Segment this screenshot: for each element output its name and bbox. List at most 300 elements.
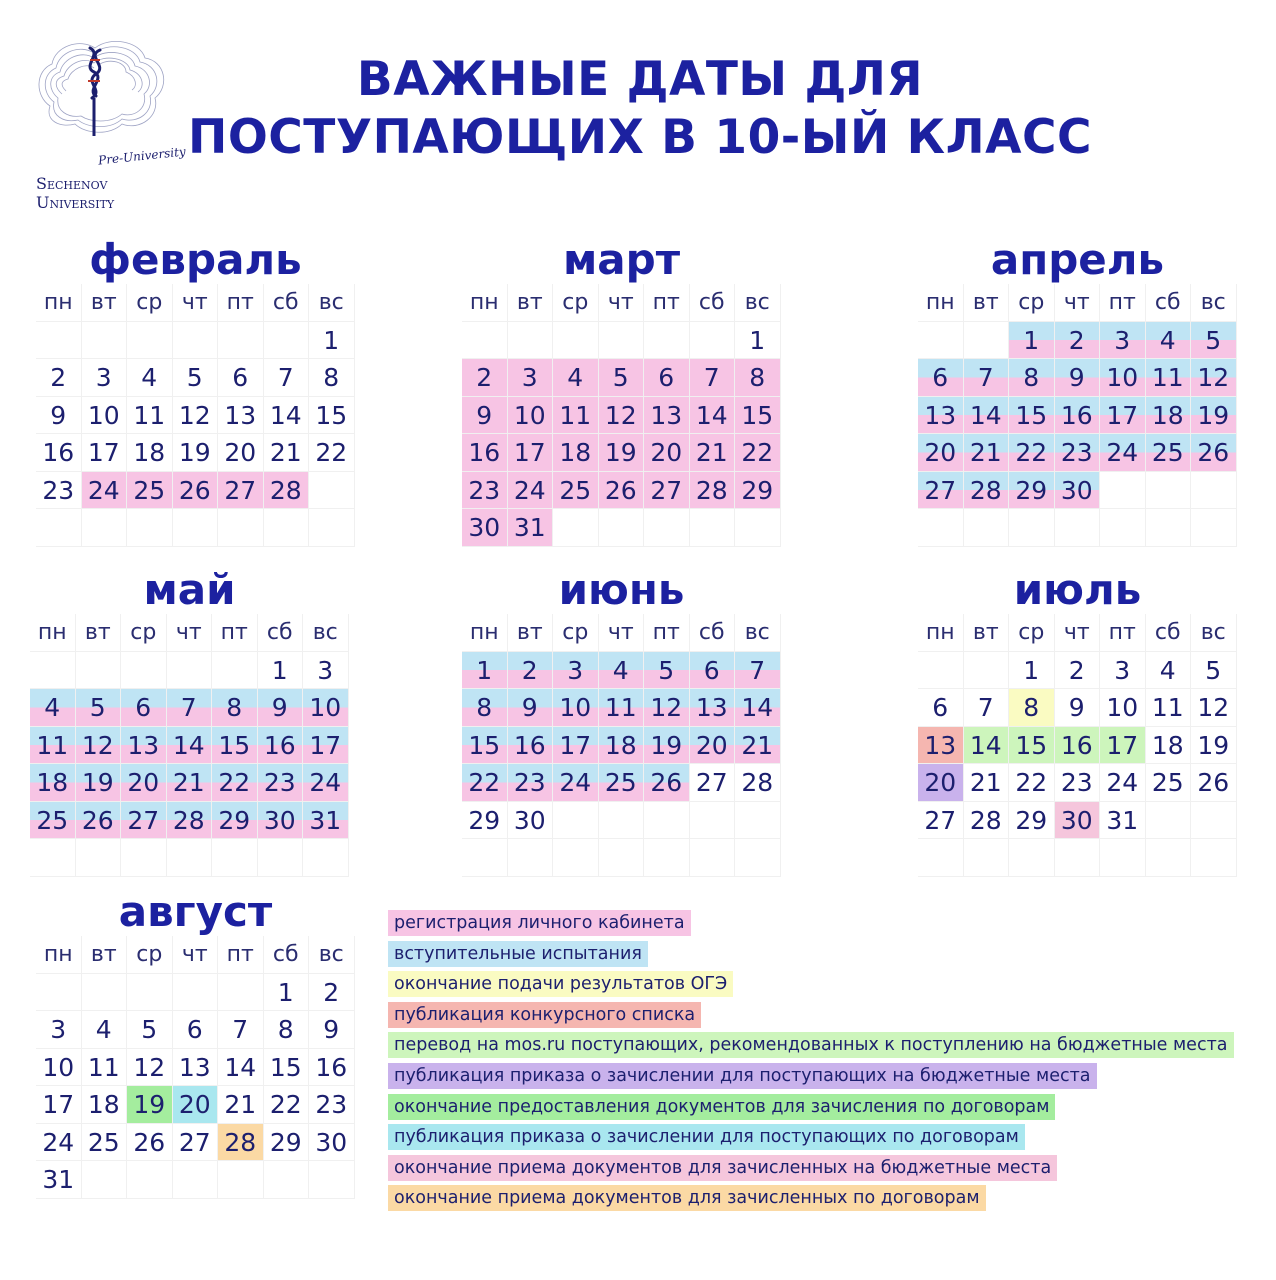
- weekday-header: ср: [1009, 614, 1055, 652]
- weekday-header: пн: [462, 614, 508, 652]
- day-cell: 3: [553, 652, 599, 690]
- day-cell: 25: [1146, 434, 1192, 472]
- day-cell: 10: [1100, 359, 1146, 397]
- day-cell: 9: [309, 1011, 355, 1049]
- weekday-header: сб: [258, 614, 304, 652]
- day-cell: 24: [508, 472, 554, 510]
- day-cell: 20: [218, 434, 264, 472]
- month-name: июнь: [558, 565, 685, 614]
- empty-cell: [462, 839, 508, 877]
- calendar-grid: [918, 614, 1237, 877]
- day-cell: 22: [1009, 764, 1055, 802]
- weekday-header: пт: [218, 936, 264, 974]
- weekday-header: сб: [690, 284, 736, 322]
- day-cell: 19: [1191, 727, 1237, 765]
- empty-cell: [1146, 472, 1192, 510]
- day-cell: 13: [644, 397, 690, 435]
- empty-cell: [82, 1161, 128, 1199]
- day-cell: 25: [30, 802, 76, 840]
- month-august: [36, 888, 355, 1203]
- day-cell: 17: [82, 434, 128, 472]
- empty-cell: [918, 322, 964, 360]
- day-cell: 8: [1009, 689, 1055, 727]
- day-cell: 16: [462, 434, 508, 472]
- weekday-header: пн: [36, 284, 82, 322]
- empty-cell: [599, 839, 645, 877]
- day-cell: 26: [644, 764, 690, 802]
- empty-cell: [264, 322, 310, 360]
- day-cell: 31: [508, 509, 554, 547]
- weekday-header: вт: [964, 614, 1010, 652]
- empty-cell: [167, 839, 213, 877]
- month-march: [462, 236, 781, 551]
- empty-cell: [76, 652, 122, 690]
- empty-cell: [735, 802, 781, 840]
- day-cell: 12: [1191, 689, 1237, 727]
- legend-item: перевод на mos.ru поступающих, рекомендованных к поступлению на бюджетные места: [388, 1032, 1234, 1058]
- day-cell: 16: [508, 727, 554, 765]
- day-cell: 23: [508, 764, 554, 802]
- day-cell: 3: [508, 359, 554, 397]
- day-cell: 22: [735, 434, 781, 472]
- empty-cell: [599, 322, 645, 360]
- day-cell: 15: [309, 397, 355, 435]
- weekday-header: вс: [735, 614, 781, 652]
- weekday-header: сб: [264, 936, 310, 974]
- day-cell: 18: [127, 434, 173, 472]
- day-cell: 24: [82, 472, 128, 510]
- day-cell: 15: [462, 727, 508, 765]
- day-cell: 5: [1191, 322, 1237, 360]
- day-cell: 28: [735, 764, 781, 802]
- calendar-grid: [918, 284, 1237, 547]
- day-cell: 27: [918, 472, 964, 510]
- day-cell: 18: [599, 727, 645, 765]
- day-cell: 6: [121, 689, 167, 727]
- empty-cell: [173, 509, 219, 547]
- empty-cell: [1146, 509, 1192, 547]
- day-cell: 6: [918, 359, 964, 397]
- day-cell: 4: [82, 1011, 128, 1049]
- day-cell: 22: [1009, 434, 1055, 472]
- day-cell: 1: [462, 652, 508, 690]
- empty-cell: [553, 322, 599, 360]
- day-cell: 16: [36, 434, 82, 472]
- day-cell: 20: [121, 764, 167, 802]
- empty-cell: [599, 509, 645, 547]
- day-cell: 29: [735, 472, 781, 510]
- day-cell: 6: [173, 1011, 219, 1049]
- day-cell: 26: [1191, 764, 1237, 802]
- day-cell: 17: [36, 1086, 82, 1124]
- day-cell: 19: [599, 434, 645, 472]
- legend-item: публикация приказа о зачислении для поступающих по договорам: [388, 1124, 1025, 1150]
- sechenov-logo: [28, 36, 187, 212]
- day-cell: 23: [309, 1086, 355, 1124]
- empty-cell: [964, 322, 1010, 360]
- day-cell: 2: [462, 359, 508, 397]
- empty-cell: [644, 802, 690, 840]
- day-cell: 16: [309, 1049, 355, 1087]
- empty-cell: [1055, 509, 1101, 547]
- empty-cell: [127, 509, 173, 547]
- empty-cell: [644, 322, 690, 360]
- empty-cell: [462, 322, 508, 360]
- empty-cell: [1100, 509, 1146, 547]
- weekday-header: пт: [1100, 284, 1146, 322]
- day-cell: 9: [258, 689, 304, 727]
- calendar-grid: [462, 614, 781, 877]
- weekday-header: пт: [644, 614, 690, 652]
- day-cell: 4: [127, 359, 173, 397]
- day-cell: 18: [553, 434, 599, 472]
- empty-cell: [82, 509, 128, 547]
- empty-cell: [127, 322, 173, 360]
- tree-dna-icon: [30, 36, 170, 141]
- day-cell: 7: [264, 359, 310, 397]
- day-cell: 2: [36, 359, 82, 397]
- empty-cell: [121, 839, 167, 877]
- empty-cell: [264, 509, 310, 547]
- day-cell: 5: [127, 1011, 173, 1049]
- month-april: [918, 236, 1237, 551]
- empty-cell: [218, 974, 264, 1012]
- logo-line-1: Sechenov: [36, 174, 108, 193]
- day-cell: 25: [553, 472, 599, 510]
- day-cell: 4: [599, 652, 645, 690]
- empty-cell: [690, 839, 736, 877]
- empty-cell: [309, 1161, 355, 1199]
- weekday-header: пн: [918, 614, 964, 652]
- weekday-header: вт: [82, 284, 128, 322]
- day-cell: 13: [918, 727, 964, 765]
- empty-cell: [218, 322, 264, 360]
- day-cell: 20: [644, 434, 690, 472]
- day-cell: 17: [508, 434, 554, 472]
- empty-cell: [1009, 839, 1055, 877]
- day-cell: 22: [264, 1086, 310, 1124]
- day-cell: 12: [76, 727, 122, 765]
- day-cell: 25: [599, 764, 645, 802]
- day-cell: 30: [462, 509, 508, 547]
- day-cell: 28: [218, 1124, 264, 1162]
- day-cell: 27: [173, 1124, 219, 1162]
- day-cell: 17: [1100, 397, 1146, 435]
- day-cell: 7: [964, 689, 1010, 727]
- day-cell: 18: [1146, 727, 1192, 765]
- day-cell: 14: [218, 1049, 264, 1087]
- weekday-header: вт: [76, 614, 122, 652]
- day-cell: 27: [121, 802, 167, 840]
- empty-cell: [918, 509, 964, 547]
- day-cell: 19: [127, 1086, 173, 1124]
- day-cell: 31: [1100, 802, 1146, 840]
- day-cell: 8: [309, 359, 355, 397]
- day-cell: 10: [36, 1049, 82, 1087]
- month-july: [918, 566, 1237, 881]
- empty-cell: [82, 322, 128, 360]
- day-cell: 19: [1191, 397, 1237, 435]
- weekday-header: сб: [264, 284, 310, 322]
- day-cell: 24: [1100, 764, 1146, 802]
- weekday-header: чт: [1055, 284, 1101, 322]
- day-cell: 12: [599, 397, 645, 435]
- weekday-header: сб: [1146, 284, 1192, 322]
- empty-cell: [735, 509, 781, 547]
- weekday-header: чт: [173, 936, 219, 974]
- day-cell: 24: [303, 764, 349, 802]
- day-cell: 5: [1191, 652, 1237, 690]
- weekday-header: ср: [553, 284, 599, 322]
- logo-subtitle: Pre-University: [97, 144, 187, 168]
- legend-item: окончание предоставления документов для зачисления по договорам: [388, 1094, 1055, 1120]
- day-cell: 15: [1009, 727, 1055, 765]
- empty-cell: [303, 839, 349, 877]
- day-cell: 11: [1146, 689, 1192, 727]
- day-cell: 14: [964, 727, 1010, 765]
- weekday-header: пт: [212, 614, 258, 652]
- day-cell: 19: [76, 764, 122, 802]
- empty-cell: [36, 974, 82, 1012]
- day-cell: 26: [599, 472, 645, 510]
- day-cell: 26: [76, 802, 122, 840]
- legend-item: публикация конкурсного списка: [388, 1002, 701, 1028]
- month-june: [462, 566, 781, 881]
- day-cell: 2: [1055, 652, 1101, 690]
- day-cell: 11: [82, 1049, 128, 1087]
- day-cell: 1: [735, 322, 781, 360]
- day-cell: 21: [264, 434, 310, 472]
- empty-cell: [1191, 802, 1237, 840]
- day-cell: 12: [1191, 359, 1237, 397]
- day-cell: 20: [918, 764, 964, 802]
- day-cell: 10: [303, 689, 349, 727]
- empty-cell: [553, 509, 599, 547]
- empty-cell: [644, 509, 690, 547]
- weekday-header: пт: [1100, 614, 1146, 652]
- empty-cell: [82, 974, 128, 1012]
- empty-cell: [1055, 839, 1101, 877]
- day-cell: 23: [1055, 434, 1101, 472]
- calendar-grid: [36, 936, 355, 1199]
- day-cell: 6: [690, 652, 736, 690]
- day-cell: 25: [127, 472, 173, 510]
- weekday-header: пт: [218, 284, 264, 322]
- day-cell: 4: [1146, 652, 1192, 690]
- day-cell: 19: [173, 434, 219, 472]
- day-cell: 10: [82, 397, 128, 435]
- day-cell: 30: [508, 802, 554, 840]
- day-cell: 7: [735, 652, 781, 690]
- day-cell: 12: [644, 689, 690, 727]
- day-cell: 5: [644, 652, 690, 690]
- empty-cell: [1146, 802, 1192, 840]
- day-cell: 8: [735, 359, 781, 397]
- day-cell: 29: [1009, 802, 1055, 840]
- day-cell: 21: [167, 764, 213, 802]
- weekday-header: чт: [173, 284, 219, 322]
- day-cell: 3: [303, 652, 349, 690]
- weekday-header: пт: [644, 284, 690, 322]
- day-cell: 30: [1055, 802, 1101, 840]
- day-cell: 2: [508, 652, 554, 690]
- empty-cell: [1191, 839, 1237, 877]
- day-cell: 13: [173, 1049, 219, 1087]
- day-cell: 10: [1100, 689, 1146, 727]
- day-cell: 29: [212, 802, 258, 840]
- empty-cell: [964, 509, 1010, 547]
- day-cell: 20: [173, 1086, 219, 1124]
- day-cell: 11: [30, 727, 76, 765]
- page-title-line-1: ВАЖНЫЕ ДАТЫ ДЛЯ: [356, 52, 924, 107]
- day-cell: 8: [1009, 359, 1055, 397]
- day-cell: 28: [964, 472, 1010, 510]
- weekday-header: ср: [121, 614, 167, 652]
- weekday-header: вс: [1191, 284, 1237, 322]
- logo-line-2: University: [36, 193, 115, 212]
- legend-item: окончание приема документов для зачисленных по договорам: [388, 1185, 986, 1211]
- calendar-grid: [36, 284, 355, 547]
- day-cell: 11: [1146, 359, 1192, 397]
- weekday-header: вс: [309, 936, 355, 974]
- empty-cell: [690, 322, 736, 360]
- weekday-header: сб: [1146, 614, 1192, 652]
- empty-cell: [258, 839, 304, 877]
- day-cell: 18: [30, 764, 76, 802]
- day-cell: 15: [1009, 397, 1055, 435]
- day-cell: 8: [212, 689, 258, 727]
- day-cell: 20: [690, 727, 736, 765]
- empty-cell: [173, 1161, 219, 1199]
- day-cell: 28: [264, 472, 310, 510]
- day-cell: 2: [1055, 322, 1101, 360]
- day-cell: 18: [82, 1086, 128, 1124]
- day-cell: 9: [462, 397, 508, 435]
- day-cell: 8: [264, 1011, 310, 1049]
- empty-cell: [690, 802, 736, 840]
- day-cell: 21: [964, 764, 1010, 802]
- day-cell: 1: [1009, 322, 1055, 360]
- weekday-header: пн: [30, 614, 76, 652]
- empty-cell: [964, 652, 1010, 690]
- empty-cell: [508, 322, 554, 360]
- day-cell: 31: [303, 802, 349, 840]
- day-cell: 1: [309, 322, 355, 360]
- day-cell: 7: [167, 689, 213, 727]
- day-cell: 15: [735, 397, 781, 435]
- day-cell: 23: [36, 472, 82, 510]
- day-cell: 17: [1100, 727, 1146, 765]
- legend-item: вступительные испытания: [388, 941, 648, 967]
- empty-cell: [599, 802, 645, 840]
- month-name: август: [118, 887, 273, 936]
- day-cell: 9: [36, 397, 82, 435]
- day-cell: 27: [644, 472, 690, 510]
- weekday-header: вт: [508, 614, 554, 652]
- day-cell: 6: [644, 359, 690, 397]
- day-cell: 26: [1191, 434, 1237, 472]
- empty-cell: [1191, 472, 1237, 510]
- empty-cell: [964, 839, 1010, 877]
- day-cell: 31: [36, 1161, 82, 1199]
- day-cell: 11: [127, 397, 173, 435]
- empty-cell: [212, 839, 258, 877]
- empty-cell: [218, 1161, 264, 1199]
- day-cell: 13: [121, 727, 167, 765]
- day-cell: 30: [258, 802, 304, 840]
- day-cell: 27: [218, 472, 264, 510]
- day-cell: 3: [36, 1011, 82, 1049]
- weekday-header: вс: [1191, 614, 1237, 652]
- day-cell: 1: [258, 652, 304, 690]
- day-cell: 9: [1055, 359, 1101, 397]
- day-cell: 5: [173, 359, 219, 397]
- legend-item: публикация приказа о зачислении для поступающих на бюджетные места: [388, 1063, 1097, 1089]
- day-cell: 21: [964, 434, 1010, 472]
- day-cell: 16: [1055, 727, 1101, 765]
- day-cell: 21: [690, 434, 736, 472]
- day-cell: 27: [690, 764, 736, 802]
- day-cell: 7: [218, 1011, 264, 1049]
- empty-cell: [30, 839, 76, 877]
- weekday-header: чт: [167, 614, 213, 652]
- weekday-header: пн: [36, 936, 82, 974]
- month-february: [36, 236, 355, 551]
- empty-cell: [553, 839, 599, 877]
- empty-cell: [309, 472, 355, 510]
- legend-item: окончание приема документов для зачисленных на бюджетные места: [388, 1155, 1057, 1181]
- month-name: март: [562, 235, 681, 284]
- day-cell: 6: [218, 359, 264, 397]
- calendar-grid: [30, 614, 349, 877]
- day-cell: 7: [964, 359, 1010, 397]
- day-cell: 22: [309, 434, 355, 472]
- empty-cell: [918, 839, 964, 877]
- weekday-header: вт: [964, 284, 1010, 322]
- weekday-header: сб: [690, 614, 736, 652]
- day-cell: 14: [167, 727, 213, 765]
- day-cell: 6: [918, 689, 964, 727]
- calendar-grid: [462, 284, 781, 547]
- empty-cell: [1100, 839, 1146, 877]
- day-cell: 25: [82, 1124, 128, 1162]
- empty-cell: [127, 974, 173, 1012]
- day-cell: 24: [1100, 434, 1146, 472]
- weekday-header: пн: [918, 284, 964, 322]
- empty-cell: [1100, 472, 1146, 510]
- day-cell: 8: [462, 689, 508, 727]
- day-cell: 21: [218, 1086, 264, 1124]
- day-cell: 23: [258, 764, 304, 802]
- empty-cell: [735, 839, 781, 877]
- day-cell: 4: [30, 689, 76, 727]
- day-cell: 22: [462, 764, 508, 802]
- day-cell: 26: [127, 1124, 173, 1162]
- weekday-header: ср: [1009, 284, 1055, 322]
- day-cell: 13: [690, 689, 736, 727]
- day-cell: 17: [303, 727, 349, 765]
- day-cell: 25: [1146, 764, 1192, 802]
- empty-cell: [167, 652, 213, 690]
- weekday-header: ср: [127, 284, 173, 322]
- empty-cell: [218, 509, 264, 547]
- day-cell: 5: [76, 689, 122, 727]
- empty-cell: [212, 652, 258, 690]
- empty-cell: [918, 652, 964, 690]
- day-cell: 24: [36, 1124, 82, 1162]
- day-cell: 1: [1009, 652, 1055, 690]
- day-cell: 15: [212, 727, 258, 765]
